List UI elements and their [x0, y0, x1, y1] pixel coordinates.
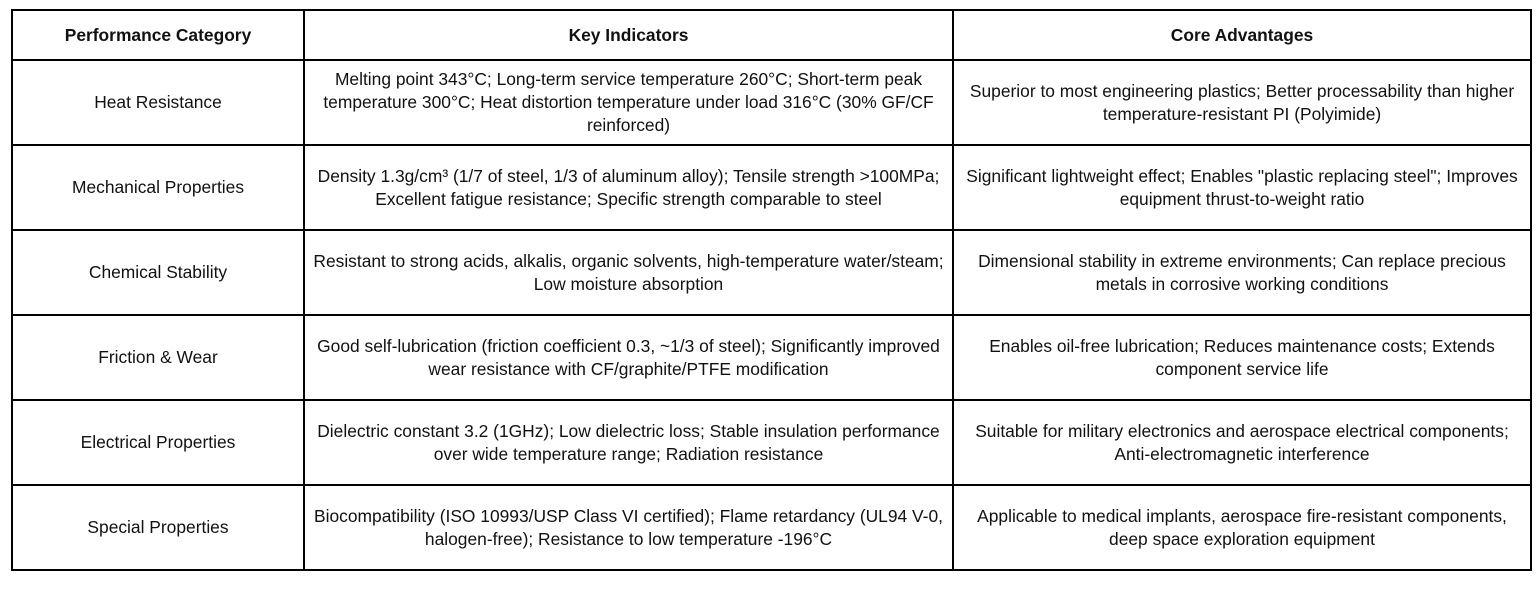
advantages-cell: Applicable to medical implants, aerospace fire-resistant components, deep space exploration equipment [953, 485, 1531, 570]
table-row [12, 230, 1531, 315]
indicators-cell: Good self-lubrication (friction coefficient 0.3, ~1/3 of steel); Significantly improved wear resistance with CF/graphite/PTFE modification [304, 315, 953, 400]
category-cell: Mechanical Properties [12, 145, 304, 230]
indicators-cell: Dielectric constant 3.2 (1GHz); Low dielectric loss; Stable insulation performance over wide temperature range; Radiation resistance [304, 400, 953, 485]
category-cell: Heat Resistance [12, 60, 304, 145]
advantages-cell: Enables oil-free lubrication; Reduces maintenance costs; Extends component service life [953, 315, 1531, 400]
indicators-cell: Density 1.3g/cm³ (1/7 of steel, 1/3 of aluminum alloy); Tensile strength >100MPa; Excellent fatigue resistance; Specific strength comparable to steel [304, 145, 953, 230]
header-performance-category: Performance Category [12, 10, 304, 60]
indicators-cell: Resistant to strong acids, alkalis, organic solvents, high-temperature water/steam; Low moisture absorption [304, 230, 953, 315]
header-row [12, 10, 1531, 60]
category-cell: Chemical Stability [12, 230, 304, 315]
category-cell: Special Properties [12, 485, 304, 570]
indicators-cell: Melting point 343°C; Long-term service temperature 260°C; Short-term peak temperature 300°C; Heat distortion temperature under load 316°C (30% GF/CF reinforced) [304, 60, 953, 145]
category-cell: Electrical Properties [12, 400, 304, 485]
advantages-cell: Superior to most engineering plastics; Better processability than higher temperature-resistant PI (Polyimide) [953, 60, 1531, 145]
table-row [12, 60, 1531, 145]
performance-table [11, 9, 1532, 571]
indicators-cell: Biocompatibility (ISO 10993/USP Class VI certified); Flame retardancy (UL94 V-0, halogen-free); Resistance to low temperature -196°C [304, 485, 953, 570]
table-row [12, 400, 1531, 485]
header-core-advantages: Core Advantages [953, 10, 1531, 60]
advantages-cell: Dimensional stability in extreme environments; Can replace precious metals in corrosive working conditions [953, 230, 1531, 315]
table-row [12, 485, 1531, 570]
advantages-cell: Suitable for military electronics and aerospace electrical components; Anti-electromagnetic interference [953, 400, 1531, 485]
advantages-cell: Significant lightweight effect; Enables "plastic replacing steel"; Improves equipment thrust-to-weight ratio [953, 145, 1531, 230]
table-row [12, 145, 1531, 230]
category-cell: Friction & Wear [12, 315, 304, 400]
header-key-indicators: Key Indicators [304, 10, 953, 60]
table-row [12, 315, 1531, 400]
